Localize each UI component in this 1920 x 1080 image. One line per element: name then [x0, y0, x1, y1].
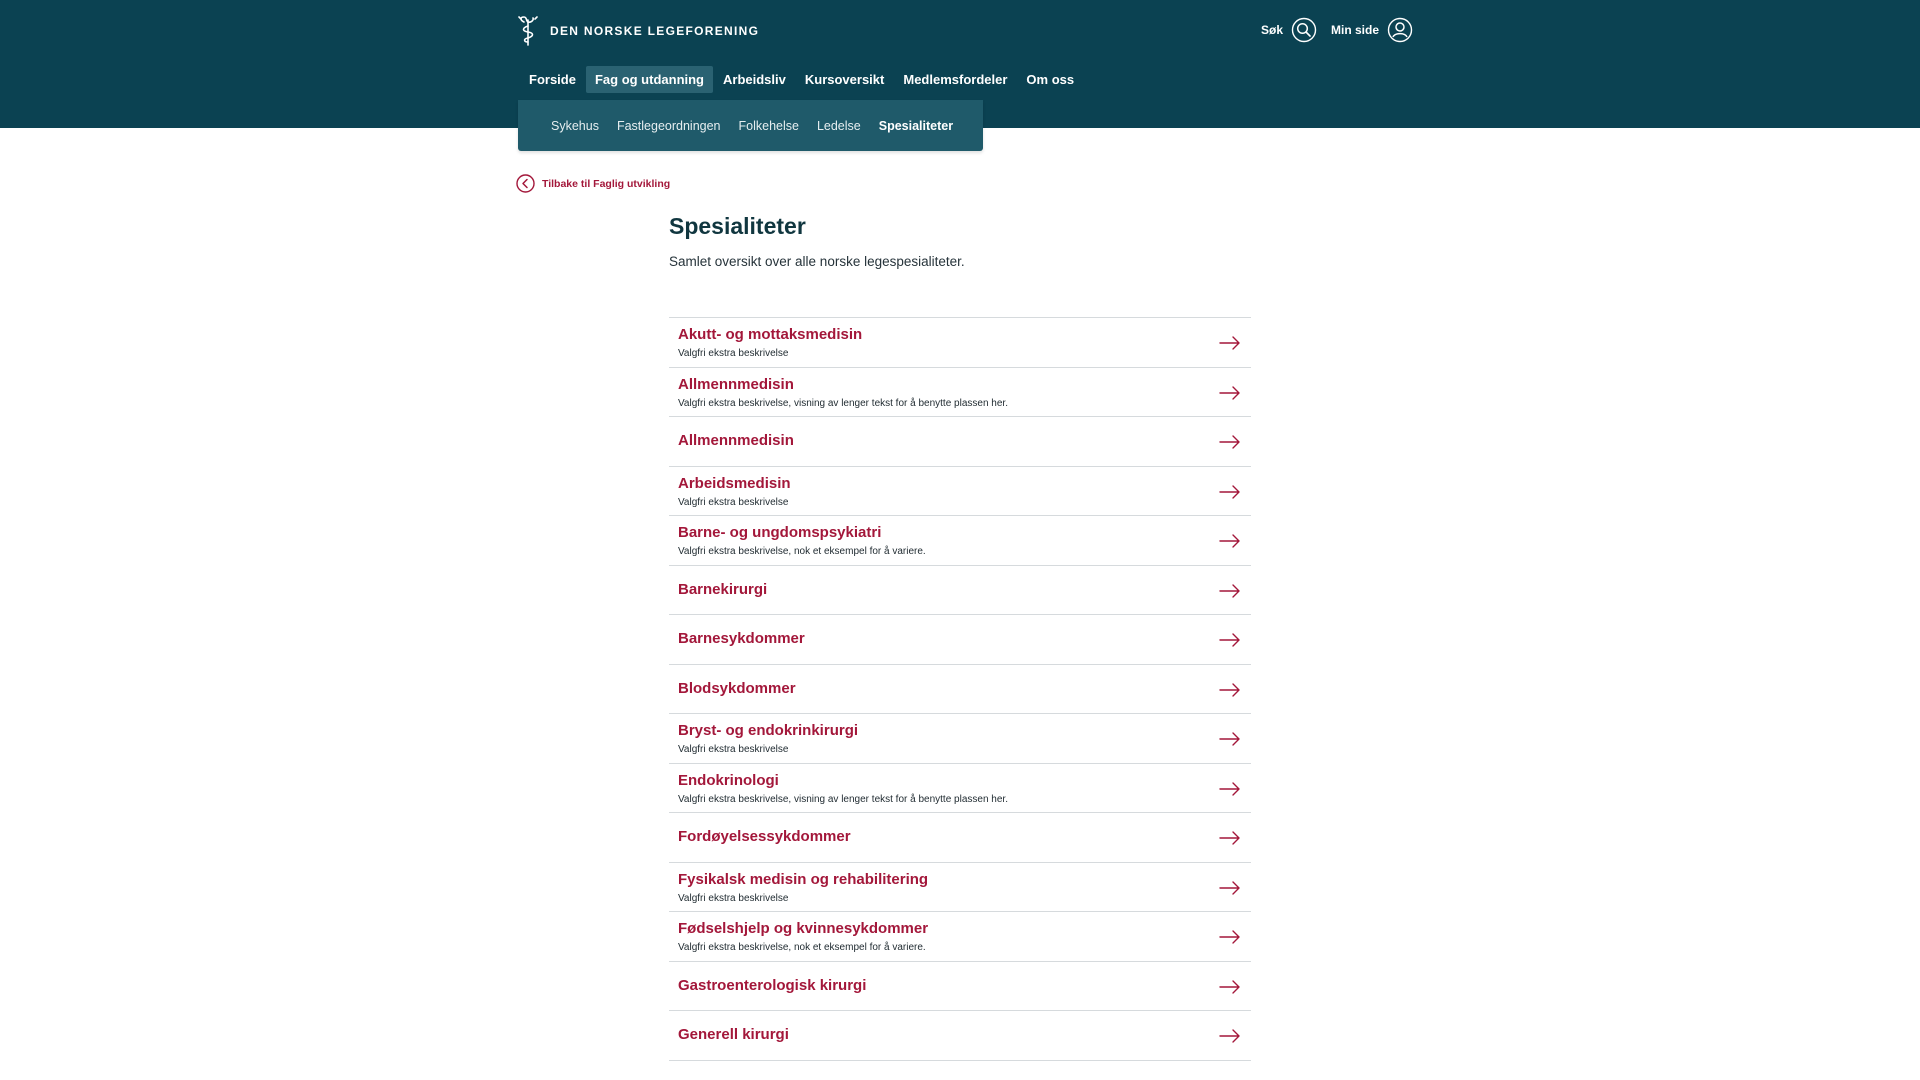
specialty-title: Barnekirurgi — [678, 580, 768, 598]
specialty-row[interactable] — [669, 417, 1251, 467]
specialty-title: Generell kirurgi — [678, 1026, 789, 1043]
specialty-row[interactable] — [669, 962, 1251, 1012]
specialty-row[interactable] — [669, 813, 1251, 863]
back-link-label: Tilbake til Faglig utvikling — [542, 177, 671, 190]
page-title: Spesialiteter — [669, 213, 806, 239]
specialty-title: Allmennmedisin — [678, 375, 794, 393]
specialty-row[interactable] — [669, 615, 1251, 665]
specialty-description: Valgfri ekstra beskrivelse, nok et eksempel for å variere. — [678, 942, 926, 953]
specialty-description: Valgfri ekstra beskrivelse, visning av lenger tekst for å benytte plassen her. — [678, 793, 1008, 805]
arrow-right-icon — [1219, 878, 1241, 898]
specialty-row[interactable] — [669, 318, 1251, 368]
mainnav-item-forside[interactable]: Forside — [529, 72, 576, 87]
my-page-button[interactable] — [1331, 17, 1413, 43]
specialty-description: Valgfri ekstra beskrivelse — [678, 892, 789, 904]
specialty-description: Valgfri ekstra beskrivelse — [678, 744, 789, 755]
mainnav-item-medlemsfordeler[interactable]: Medlemsfordeler — [903, 72, 1008, 87]
specialty-row[interactable] — [669, 516, 1251, 566]
subnav-item-spesialiteter[interactable]: Spesialiteter — [878, 118, 954, 133]
arrow-right-icon — [1219, 531, 1241, 551]
search-icon — [1291, 17, 1317, 43]
arrow-right-icon — [1219, 333, 1241, 353]
specialty-row[interactable] — [669, 764, 1251, 814]
specialty-row[interactable] — [669, 566, 1251, 616]
mainnav-item-kursoversikt[interactable]: Kursoversikt — [804, 72, 885, 87]
specialty-row[interactable] — [669, 714, 1251, 764]
main-navigation — [520, 66, 1084, 93]
specialty-title: Allmennmedisin — [678, 432, 794, 449]
specialty-row[interactable] — [669, 665, 1251, 715]
subnav-item-sykehus[interactable]: Sykehus — [551, 118, 599, 133]
specialty-title: Barnesykdommer — [678, 630, 805, 647]
mainnav-item-om-oss[interactable]: Om oss — [1026, 72, 1075, 87]
search-label: Søk — [1261, 23, 1284, 37]
arrow-right-icon — [1219, 482, 1241, 502]
specialty-row[interactable] — [669, 368, 1251, 418]
specialty-row[interactable] — [669, 863, 1251, 913]
arrow-right-icon — [1219, 680, 1241, 700]
specialty-title: Fordøyelsessykdommer — [678, 828, 851, 845]
user-icon — [1387, 17, 1413, 43]
arrow-right-icon — [1219, 729, 1241, 749]
specialty-title: Fødselshjelp og kvinnesykdommer — [678, 920, 929, 937]
arrow-right-icon — [1219, 927, 1241, 947]
specialty-description: Valgfri ekstra beskrivelse — [678, 496, 789, 508]
back-link[interactable] — [516, 174, 670, 193]
subnav-item-fastlegeordningen[interactable]: Fastlegeordningen — [616, 118, 721, 133]
specialty-row[interactable] — [669, 912, 1251, 962]
sub-navigation — [518, 100, 983, 151]
specialty-description: Valgfri ekstra beskrivelse, visning av lenger tekst for å benytte plassen her. — [678, 397, 1008, 409]
mainnav-item-arbeidsliv[interactable]: Arbeidsliv — [723, 72, 786, 87]
specialty-title: Arbeidsmedisin — [678, 474, 791, 492]
arrow-right-icon — [1219, 630, 1241, 650]
specialty-title: Fysikalsk medisin og rehabilitering — [678, 870, 929, 888]
specialty-row[interactable] — [669, 1011, 1251, 1061]
specialty-description: Valgfri ekstra beskrivelse — [678, 348, 789, 359]
arrow-right-icon — [1219, 779, 1241, 799]
subnav-item-folkehelse[interactable]: Folkehelse — [738, 118, 799, 133]
staff-of-asclepius-icon — [516, 16, 540, 46]
specialty-list — [669, 317, 1251, 1061]
arrow-right-icon — [1219, 432, 1241, 452]
arrow-right-icon — [1219, 383, 1241, 403]
arrow-right-icon — [1219, 581, 1241, 601]
page-lead: Samlet oversikt over alle norske legespesialiteter. — [669, 254, 965, 269]
arrow-right-icon — [1219, 977, 1241, 997]
specialty-title: Endokrinologi — [678, 771, 779, 789]
site-logo[interactable] — [516, 16, 759, 46]
search-button[interactable] — [1261, 17, 1317, 43]
arrow-right-icon — [1219, 1026, 1241, 1046]
specialty-title: Bryst- og endokrinkirurgi — [678, 722, 859, 739]
my-page-label: Min side — [1331, 23, 1380, 37]
specialty-title: Barne- og ungdomspsykiatri — [678, 524, 882, 541]
mainnav-item-fag-og-utdanning[interactable]: Fag og utdanning — [586, 66, 713, 93]
logo-text: DEN NORSKE LEGEFORENING — [550, 24, 760, 38]
specialty-row[interactable] — [669, 467, 1251, 517]
arrow-right-icon — [1219, 828, 1241, 848]
specialty-description: Valgfri ekstra beskrivelse, nok et eksempel for å variere. — [678, 546, 926, 557]
specialty-title: Gastroenterologisk kirurgi — [678, 976, 867, 994]
subnav-item-ledelse[interactable]: Ledelse — [816, 118, 861, 133]
specialty-title: Blodsykdommer — [678, 679, 796, 697]
specialty-title: Akutt- og mottaksmedisin — [678, 326, 863, 343]
chevron-left-circle-icon — [516, 174, 535, 193]
